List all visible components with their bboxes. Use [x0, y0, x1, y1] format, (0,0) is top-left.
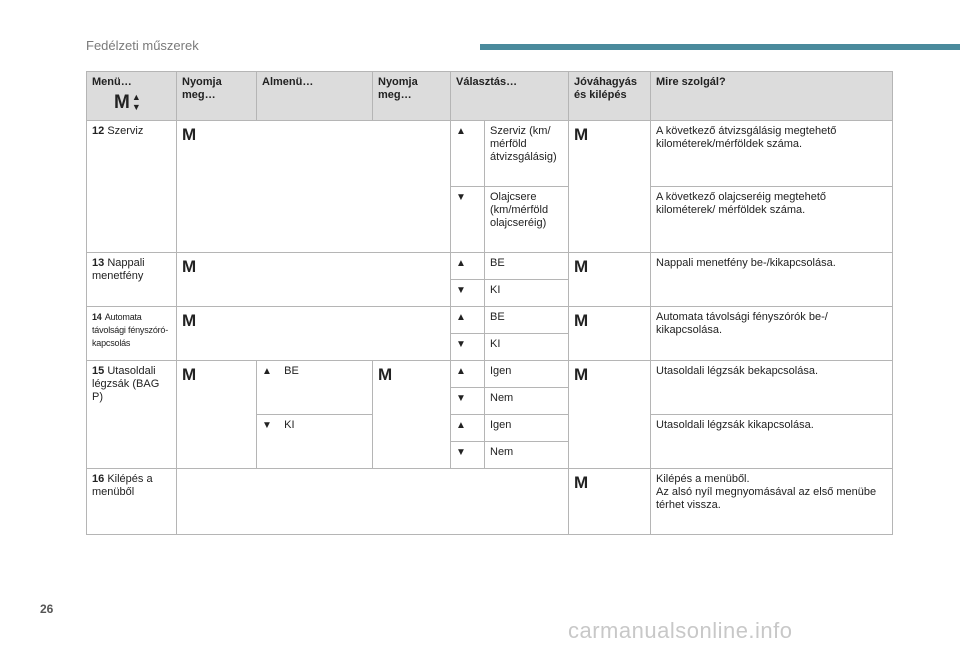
m-button-icon: M	[574, 257, 589, 276]
page-number: 26	[40, 602, 54, 616]
m-button-icon: M	[182, 125, 197, 144]
up-arrow-icon: ▲	[131, 92, 141, 102]
m-button-icon: M	[574, 311, 589, 330]
table-row	[87, 253, 893, 280]
option-cell: BE	[485, 253, 569, 280]
confirm-cell-14	[569, 307, 651, 361]
menu-button-arrows	[114, 92, 171, 112]
confirm-cell-12	[569, 121, 651, 253]
header-purpose: Mire szolgál?	[651, 72, 893, 121]
option-cell: Nem	[485, 442, 569, 469]
purpose-cell: Nappali menetfény be-/kikapcsolása.	[651, 253, 893, 307]
header-menu: Menü… M ▲ ▼	[87, 72, 177, 121]
purpose-cell: Automata távolsági fényszórók be-/ kikapcsolása.	[651, 307, 893, 361]
option-cell: Olajcsere (km/mérföld olajcseréig)	[485, 187, 569, 253]
option-cell: Szerviz (km/ mérföld átvizsgálásig)	[485, 121, 569, 187]
menu-table	[86, 71, 893, 535]
purpose-cell: Kilépés a menüből. Az alsó nyíl megnyomásával az első menübe térhet vissza.	[651, 469, 893, 535]
press-cell-15	[177, 361, 257, 469]
up-arrow-icon: ▲	[262, 366, 272, 377]
m-button-icon: M	[574, 473, 589, 492]
option-cell: Nem	[485, 388, 569, 415]
option-cell: BE	[485, 307, 569, 334]
header-confirm: Jóváhagyás és kilépés	[569, 72, 651, 121]
m-button-icon: M	[378, 365, 393, 384]
header-submenu: Almenü…	[257, 72, 373, 121]
m-button-icon: M	[574, 365, 589, 384]
up-arrow-icon: ▲	[451, 121, 485, 187]
section-title: Fedélzeti műszerek	[86, 38, 199, 53]
purpose-cell: A következő olajcseréig megtehető kilométerek/ mérföldek száma.	[651, 187, 893, 253]
confirm-cell-16	[569, 469, 651, 535]
m-button-icon: M	[114, 92, 130, 113]
down-arrow-icon: ▼	[131, 102, 141, 112]
header-press-2: Nyomja meg…	[373, 72, 451, 121]
press-cell-12	[177, 121, 451, 253]
header-accent-bar	[480, 44, 960, 50]
watermark: carmanualsonline.info	[568, 618, 793, 643]
down-arrow-icon: ▼	[451, 388, 485, 415]
purpose-cell: Utasoldali légzsák bekapcsolása.	[651, 361, 893, 415]
up-arrow-icon: ▲	[451, 415, 485, 442]
menu-cell-13: 13 Nappali menetfény	[87, 253, 177, 307]
m-button-icon: M	[182, 257, 197, 276]
option-cell: Igen	[485, 415, 569, 442]
purpose-cell: Utasoldali légzsák kikapcsolása.	[651, 415, 893, 469]
up-arrow-icon: ▲	[451, 361, 485, 388]
up-arrow-icon: ▲	[451, 307, 485, 334]
press-cell-14	[177, 307, 451, 361]
option-cell: KI	[485, 280, 569, 307]
table-header-row	[87, 72, 893, 121]
option-cell: Igen	[485, 361, 569, 388]
header-select: Választás…	[451, 72, 569, 121]
confirm-cell-13	[569, 253, 651, 307]
confirm-cell-15	[569, 361, 651, 469]
submenu-cell-on: ▲ BE	[257, 361, 373, 415]
press-cell-13	[177, 253, 451, 307]
m-button-icon: M	[574, 125, 589, 144]
table-row	[87, 307, 893, 334]
menu-cell-14: 14 Automata távolsági fényszóró-kapcsolás	[87, 307, 177, 361]
submenu-cell-off: ▼ KI	[257, 415, 373, 469]
press-cell-15b	[373, 361, 451, 469]
down-arrow-icon: ▼	[451, 187, 485, 253]
table-row	[87, 121, 893, 187]
menu-cell-15: 15 Utasoldali légzsák (BAG P)	[87, 361, 177, 469]
down-arrow-icon: ▼	[451, 280, 485, 307]
down-arrow-icon: ▼	[262, 420, 272, 431]
purpose-cell: A következő átvizsgálásig megtehető kilométerek/mérföldek száma.	[651, 121, 893, 187]
empty-cell-16	[177, 469, 569, 535]
up-arrow-icon: ▲	[451, 253, 485, 280]
option-cell: KI	[485, 334, 569, 361]
menu-cell-12: 12 Szerviz	[87, 121, 177, 253]
menu-cell-16: 16 Kilépés a menüből	[87, 469, 177, 535]
m-button-icon: M	[182, 365, 197, 384]
down-arrow-icon: ▼	[451, 334, 485, 361]
down-arrow-icon: ▼	[451, 442, 485, 469]
m-button-icon: M	[182, 311, 197, 330]
header-press-1: Nyomja meg…	[177, 72, 257, 121]
table-row	[87, 469, 893, 535]
table-row	[87, 361, 893, 388]
